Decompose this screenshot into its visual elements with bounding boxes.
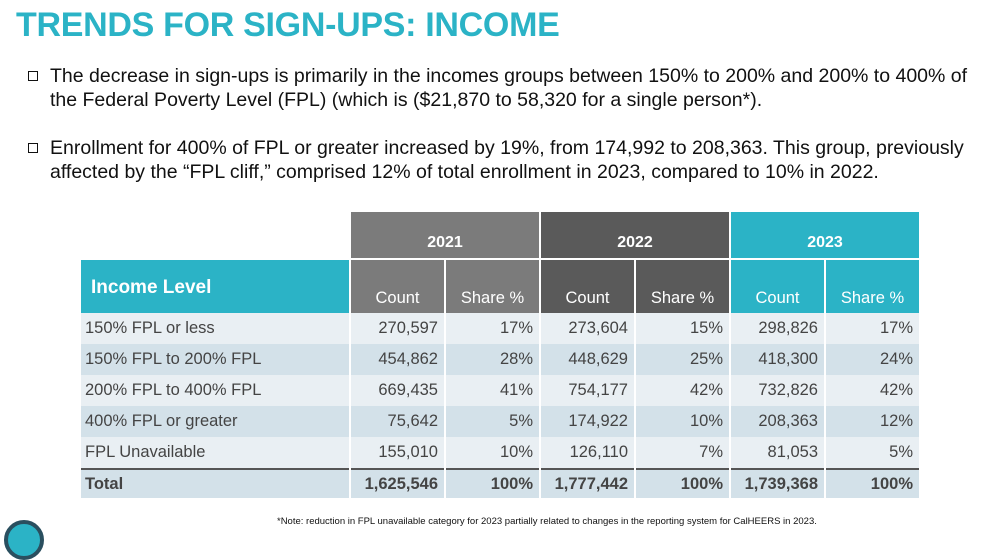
- share-cell: 17%: [826, 313, 919, 344]
- count-header: Count: [351, 260, 444, 313]
- footnote: *Note: reduction in FPL unavailable category for 2023 partially related to changes in the reporting system for CalHEERS in 2023.: [277, 516, 817, 527]
- count-cell: 448,629: [541, 344, 634, 375]
- share-cell: 100%: [446, 468, 539, 498]
- count-header: Count: [541, 260, 634, 313]
- count-cell: 155,010: [351, 437, 444, 468]
- income-level-cell: 400% FPL or greater: [81, 406, 349, 437]
- income-level-cell: 200% FPL to 400% FPL: [81, 375, 349, 406]
- table-row: [81, 313, 919, 344]
- table-row: [81, 437, 919, 468]
- bullet-2: Enrollment for 400% of FPL or greater increased by 19%, from 174,992 to 208,363. This group, previously affected by the “FPL cliff,” comprised 12% of total enrollment in 2023, compared to 10% in 2022.: [28, 136, 980, 184]
- share-cell: 100%: [636, 468, 729, 498]
- share-cell: 17%: [446, 313, 539, 344]
- income-level-header: Income Level: [81, 260, 349, 313]
- table-row: [81, 375, 919, 406]
- share-cell: 5%: [826, 437, 919, 468]
- share-cell: 10%: [446, 437, 539, 468]
- table-row: [81, 344, 919, 375]
- count-cell: 273,604: [541, 313, 634, 344]
- share-cell: 15%: [636, 313, 729, 344]
- share-header: Share %: [446, 260, 539, 313]
- square-bullet-icon: [28, 71, 38, 81]
- count-cell: 1,739,368: [731, 468, 824, 498]
- share-cell: 25%: [636, 344, 729, 375]
- share-cell: 28%: [446, 344, 539, 375]
- share-cell: 42%: [636, 375, 729, 406]
- year-header-2022: 2022: [541, 212, 729, 260]
- income-table: [79, 212, 921, 498]
- share-cell: 12%: [826, 406, 919, 437]
- count-cell: 81,053: [731, 437, 824, 468]
- count-header: Count: [731, 260, 824, 313]
- table-row: [81, 468, 919, 498]
- count-cell: 298,826: [731, 313, 824, 344]
- share-header: Share %: [826, 260, 919, 313]
- share-cell: 10%: [636, 406, 729, 437]
- square-bullet-icon: [28, 143, 38, 153]
- year-header-2023: 2023: [731, 212, 919, 260]
- count-cell: 174,922: [541, 406, 634, 437]
- count-cell: 1,625,546: [351, 468, 444, 498]
- share-cell: 24%: [826, 344, 919, 375]
- share-cell: 5%: [446, 406, 539, 437]
- count-cell: 270,597: [351, 313, 444, 344]
- share-cell: 100%: [826, 468, 919, 498]
- count-cell: 454,862: [351, 344, 444, 375]
- income-level-cell: 150% FPL or less: [81, 313, 349, 344]
- income-level-cell: Total: [81, 468, 349, 498]
- share-cell: 42%: [826, 375, 919, 406]
- year-header-2021: 2021: [351, 212, 539, 260]
- logo: [4, 520, 44, 560]
- share-cell: 41%: [446, 375, 539, 406]
- table-row: [81, 406, 919, 437]
- count-cell: 126,110: [541, 437, 634, 468]
- income-level-cell: 150% FPL to 200% FPL: [81, 344, 349, 375]
- share-cell: 7%: [636, 437, 729, 468]
- count-cell: 208,363: [731, 406, 824, 437]
- count-cell: 669,435: [351, 375, 444, 406]
- count-cell: 75,642: [351, 406, 444, 437]
- income-level-cell: FPL Unavailable: [81, 437, 349, 468]
- share-header: Share %: [636, 260, 729, 313]
- count-cell: 754,177: [541, 375, 634, 406]
- bullet-1: The decrease in sign-ups is primarily in the incomes groups between 150% to 200% and 200% to 400% of the Federal Poverty Level (FPL) (which is ($21,870 to 58,320 for a single person*).: [28, 64, 980, 112]
- count-cell: 1,777,442: [541, 468, 634, 498]
- count-cell: 418,300: [731, 344, 824, 375]
- count-cell: 732,826: [731, 375, 824, 406]
- page-title: TRENDS FOR SIGN-UPS: INCOME: [16, 6, 560, 44]
